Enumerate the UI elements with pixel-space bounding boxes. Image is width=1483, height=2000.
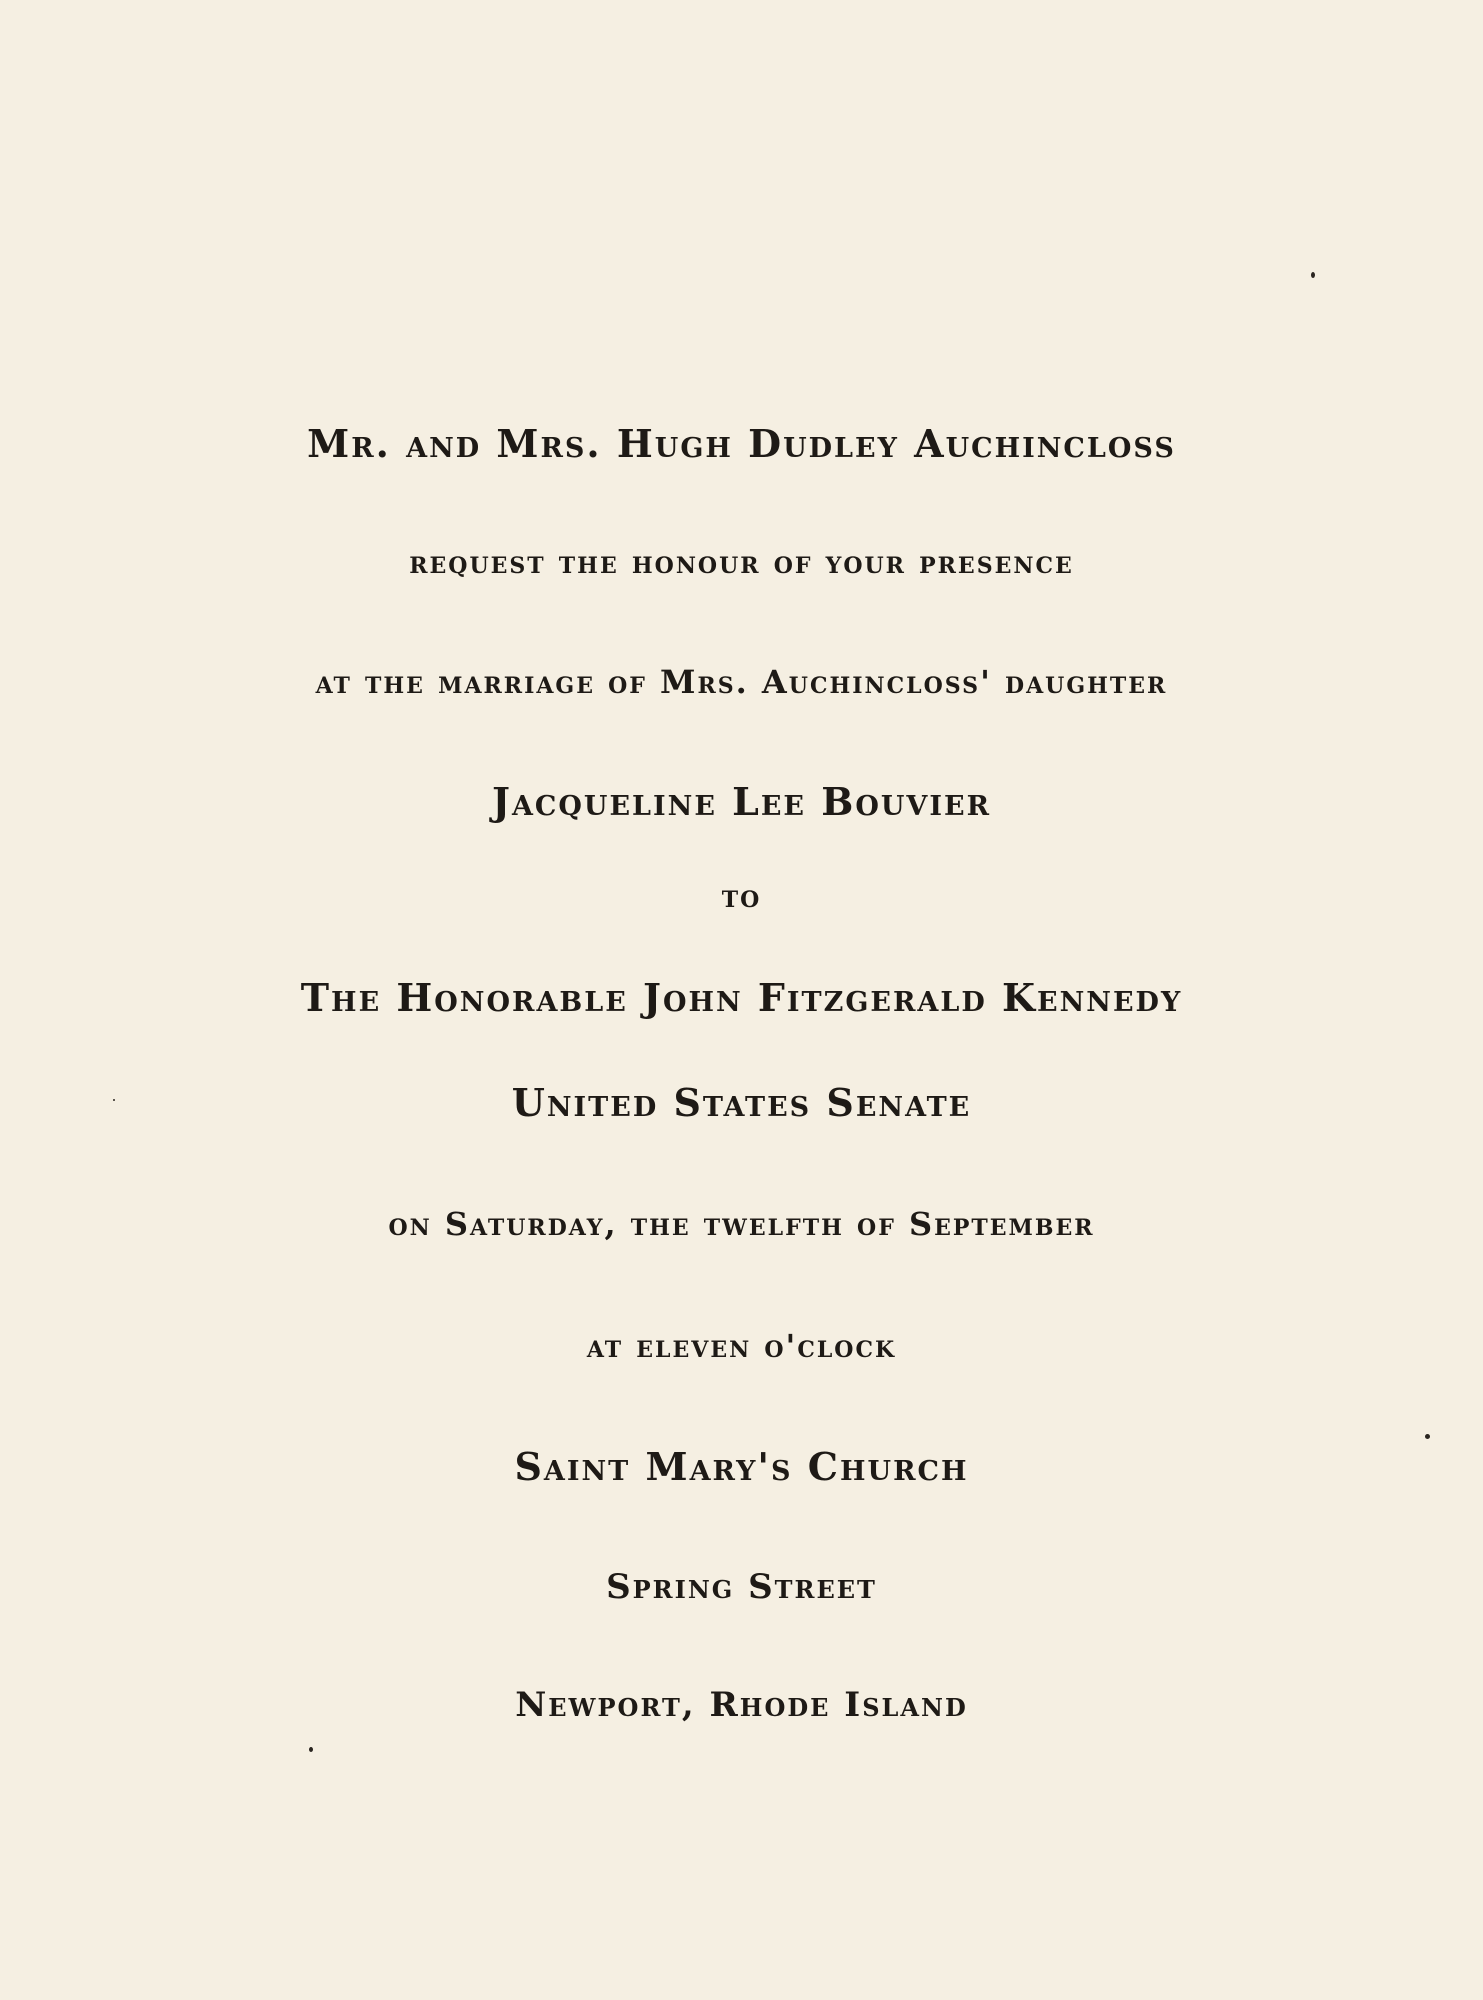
street-line: Spring Street <box>606 1567 877 1607</box>
paper-speck <box>113 1099 115 1101</box>
paper-speck <box>309 1747 313 1752</box>
hosts-line: Mr. and Mrs. Hugh Dudley Auchincloss <box>307 421 1176 466</box>
paper-speck <box>1425 1434 1430 1439</box>
to-line: to <box>721 877 762 915</box>
groom-title: United States Senate <box>511 1080 972 1125</box>
date-line: on Saturday, the twelfth of September <box>388 1205 1095 1243</box>
marriage-line: at the marriage of Mrs. Auchincloss' daughter <box>315 663 1168 701</box>
groom-name: The Honorable John Fitzgerald Kennedy <box>300 975 1183 1020</box>
paper-speck <box>1311 272 1315 278</box>
time-line: at eleven o'clock <box>586 1327 897 1365</box>
request-line: request the honour of your presence <box>409 543 1074 581</box>
church-name: Saint Mary's Church <box>514 1444 969 1489</box>
bride-name: Jacqueline Lee Bouvier <box>491 779 992 824</box>
city-line: Newport, Rhode Island <box>515 1685 968 1725</box>
